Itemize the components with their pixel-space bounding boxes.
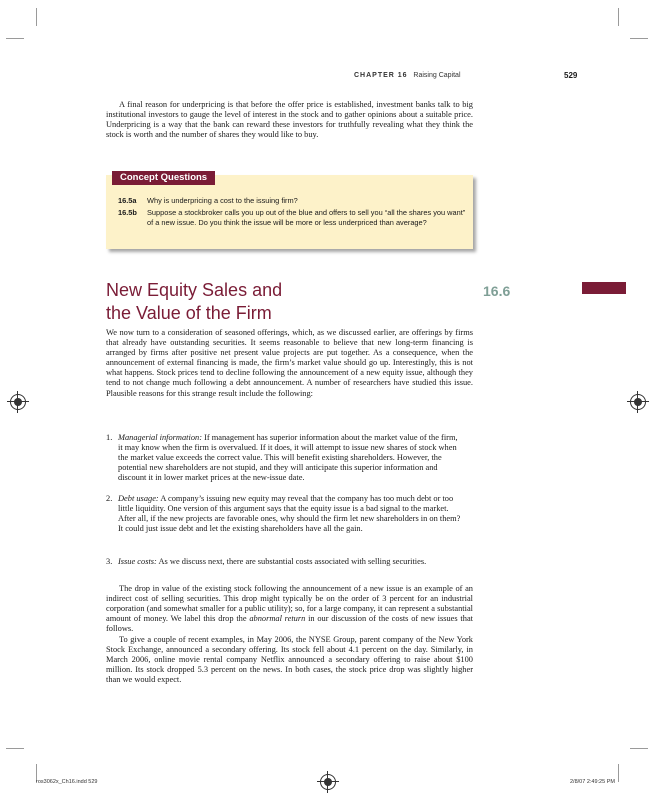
list-number: 3. xyxy=(106,557,113,566)
list-item-text: As we discuss next, there are substantial costs associated with selling securities. xyxy=(156,557,427,566)
list-item-text: A company’s issuing new equity may reveal that the company has too much debt or too little liquidity. One version of this argument says that the equity issue is a bad signal to the market. After all, if the new projects are favorable ones, why should the firm let new shareholders in on them? It could just issue debt and let the existing shareholders have all the gain. xyxy=(118,494,461,534)
section-color-bar xyxy=(582,282,626,294)
crop-mark xyxy=(6,38,24,39)
section-number: 16.6 xyxy=(483,283,511,299)
section-title-line: the Value of the Firm xyxy=(106,303,272,323)
abnormal-return-term: abnormal return xyxy=(249,614,306,624)
chapter-label: CHAPTER 16 xyxy=(354,72,408,79)
section-title xyxy=(106,279,282,325)
list-item xyxy=(106,433,461,483)
crop-mark xyxy=(630,748,648,749)
crop-mark xyxy=(618,764,619,782)
list-item xyxy=(106,494,461,534)
crop-mark xyxy=(630,38,648,39)
list-item-label: Issue costs: xyxy=(118,557,157,566)
intro-paragraph: A final reason for underpricing is that before the offer price is established, investment banks talk to big institutional investors to gauge the level of interest in the stock and to gather opinions about a suitable price. Underpricing is a way that the bank can reward these investors for truthfully revealing what they think the stock is worth and the number of shares they would like to buy. xyxy=(106,100,473,140)
crop-mark xyxy=(618,8,619,26)
body-paragraph: To give a couple of recent examples, in May 2006, the NYSE Group, parent company of the New York Stock Exchange, announced a secondary offering. Its stock fell about 4.1 percent on the day. Similarly, in March 2006, online movie rental company Netflix announced a secondary offering to raise about $100 million. Its stock dropped 5.3 percent on the news. In both cases, the stock price drop was slightly higher than we would expect. xyxy=(106,635,473,685)
concept-questions-heading: Concept Questions xyxy=(112,171,215,185)
question-number: 16.5a xyxy=(118,196,137,205)
list-item xyxy=(106,557,461,567)
registration-mark-icon xyxy=(10,394,26,410)
running-header xyxy=(354,72,461,79)
question-text: Suppose a stockbroker calls you up out of the blue and offers to sell you “all the shares you want” of a new issue. Do you think the issue will be more or less underpriced than average? xyxy=(147,208,466,227)
section-title-line: New Equity Sales and xyxy=(106,280,283,300)
registration-mark-icon xyxy=(320,774,336,790)
list-number: 2. xyxy=(106,494,113,503)
page-number: 529 xyxy=(564,71,578,80)
crop-mark xyxy=(36,8,37,26)
list-item-label: Managerial information: xyxy=(118,433,202,442)
paragraph-text: in our discussion of the costs of new issues that follows. xyxy=(106,614,473,634)
question-number: 16.5b xyxy=(118,208,137,217)
concept-question xyxy=(118,208,468,228)
crop-mark xyxy=(6,748,24,749)
question-text: Why is underpricing a cost to the issuing firm? xyxy=(147,196,298,205)
body-paragraph: We now turn to a consideration of seasoned offerings, which, as we discussed earlier, are offerings by firms that already have outstanding securities. It seems reasonable to believe that new long-term financing is arranged by firms after positive net present value projects are put together. As a consequence, when the announcement of external financing is made, the firm’s market value should go up. Interestingly, this is not what happens. Stock prices tend to decline following the announcement of a new equity issue, although they tend to not change much following a debt announcement. A number of researchers have studied this issue. Plausible reasons for this strange result include the following: xyxy=(106,328,473,398)
list-number: 1. xyxy=(106,433,113,442)
footer-file-slug: ros3062x_Ch16.indd 529 xyxy=(36,779,98,785)
concept-question xyxy=(118,196,468,206)
list-item-text: If management has superior information about the market value of the firm, it may know when the firm is overvalued. If it does, it will attempt to issue new shares of stock when the market value exceeds the correct value. This will benefit existing shareholders. However, the potential new shareholders are not stupid, and they will anticipate this superior information and discount it in lower market prices at the new-issue date. xyxy=(118,433,458,483)
body-paragraph xyxy=(106,584,473,634)
footer-timestamp: 2/8/07 2:49:25 PM xyxy=(570,779,615,785)
paragraph-text: The drop in value of the existing stock following the announcement of a new issue is an example of an indirect cost of selling securities. This drop might typically be on the order of 3 percent for an industrial corporation (and somewhat smaller for a public utility); so, for a large company, it can represent a substantial amount of money. We label this drop the xyxy=(106,584,473,624)
list-item-label: Debt usage: xyxy=(118,494,159,503)
chapter-title: Raising Capital xyxy=(413,72,461,79)
registration-mark-icon xyxy=(630,394,646,410)
